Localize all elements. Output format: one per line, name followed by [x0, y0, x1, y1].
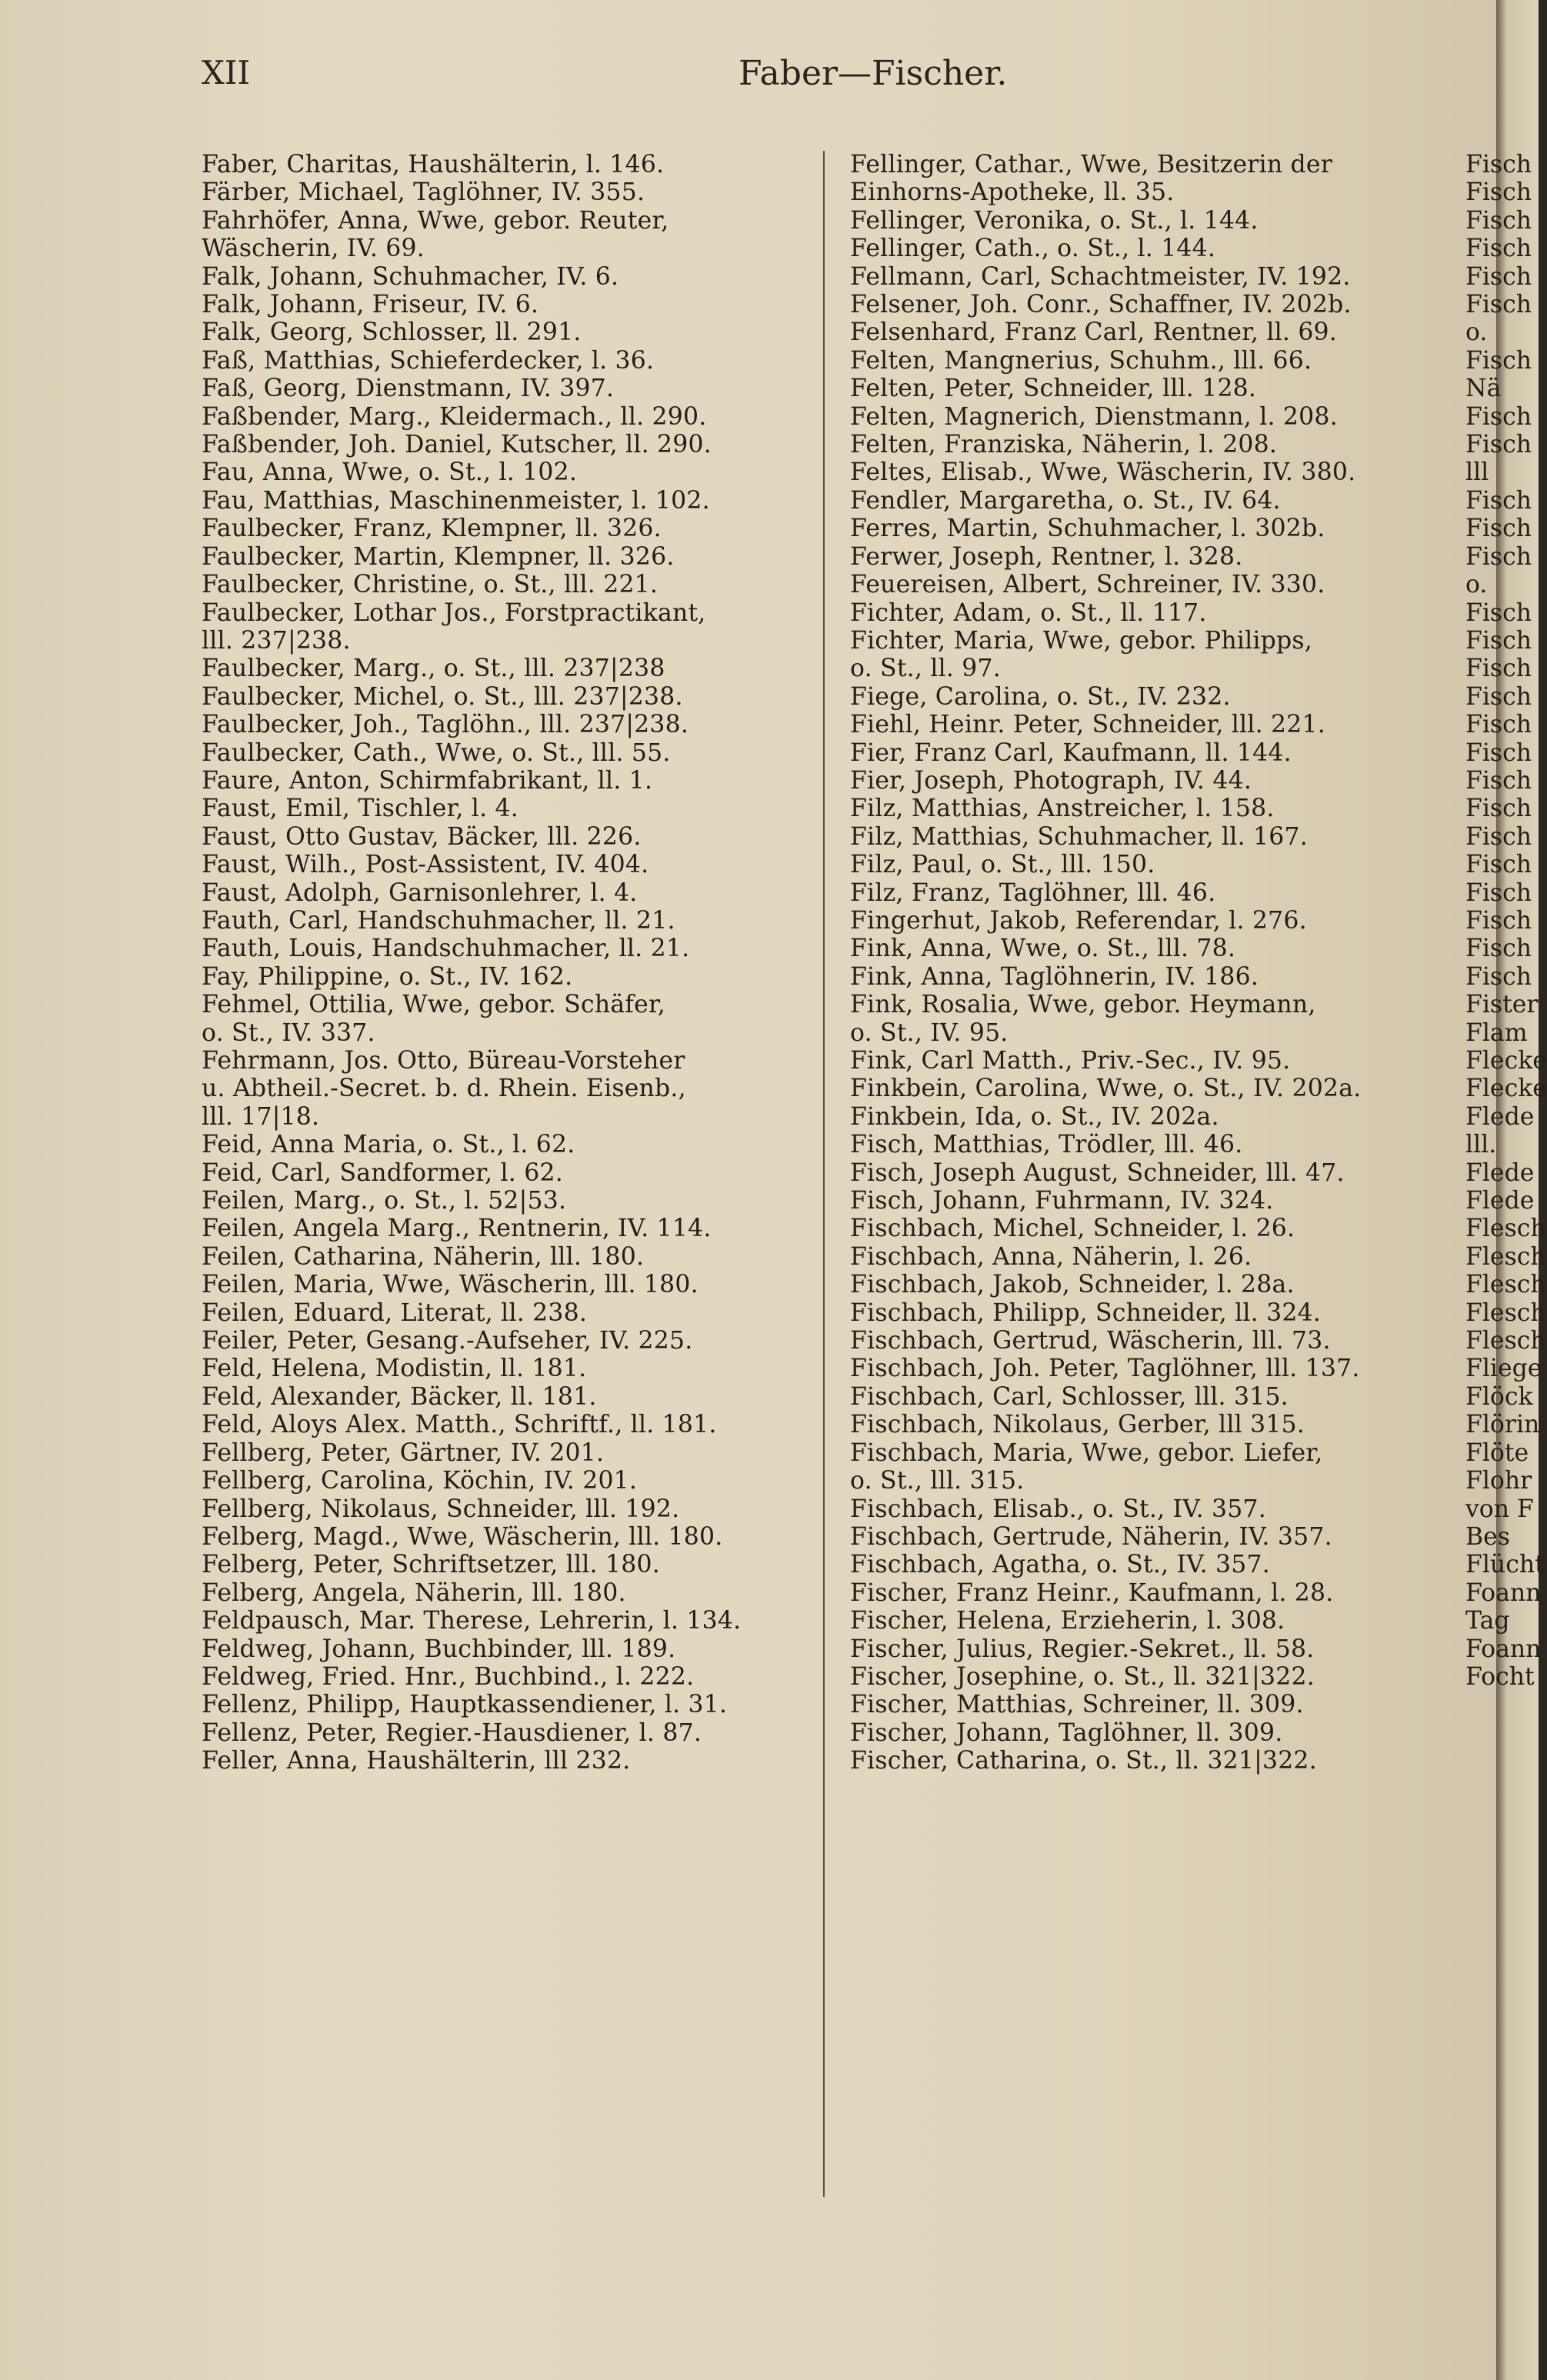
- next-page-fragment: Fisch: [1465, 906, 1532, 935]
- directory-entry: Faust, Otto Gustav, Bäcker, lll. 226.: [202, 822, 642, 851]
- directory-entry: Faßbender, Marg., Kleidermach., ll. 290.: [202, 402, 707, 431]
- directory-entry: Fisch, Joseph August, Schneider, lll. 47.: [850, 1158, 1345, 1187]
- next-page-fragment: Tag: [1465, 1607, 1510, 1635]
- next-page-fragment: von F: [1465, 1495, 1534, 1523]
- next-page-fragment: Fisch: [1465, 738, 1532, 767]
- directory-entry: Fischer, Helena, Erzieherin, l. 308.: [850, 1607, 1285, 1635]
- directory-entry: Fellmann, Carl, Schachtmeister, IV. 192.: [850, 262, 1351, 291]
- directory-entry: Fichter, Adam, o. St., ll. 117.: [850, 598, 1207, 627]
- adjacent-page-fragments: [1465, 151, 1547, 1691]
- directory-entry: Fischbach, Gertrud, Wäscherin, lll. 73.: [850, 1327, 1331, 1355]
- directory-entry: Feldweg, Fried. Hnr., Buchbind., l. 222.: [202, 1662, 695, 1691]
- directory-entry: Fau, Matthias, Maschinenmeister, l. 102.: [202, 486, 710, 515]
- directory-entry: Fischbach, Philipp, Schneider, ll. 324.: [850, 1298, 1322, 1327]
- directory-entry: Ferwer, Joseph, Rentner, l. 328.: [850, 542, 1243, 571]
- next-page-fragment: Fisch: [1465, 346, 1532, 375]
- page-number: XII: [202, 54, 251, 92]
- next-page-fragment: Flörin: [1465, 1411, 1540, 1439]
- directory-entry: Felberg, Magd., Wwe, Wäscherin, lll. 180.: [202, 1522, 723, 1551]
- next-page-fragment: Fisch: [1465, 851, 1532, 879]
- directory-entry: Faulbecker, Christine, o. St., lll. 221.: [202, 571, 658, 599]
- next-page-fragment: Fisch: [1465, 935, 1532, 963]
- directory-entry: Felberg, Angela, Näherin, lll. 180.: [202, 1578, 626, 1607]
- directory-entry: Fauth, Louis, Handschuhmacher, ll. 21.: [202, 935, 690, 963]
- directory-entry: Faulbecker, Cath., Wwe, o. St., lll. 55.: [202, 738, 671, 767]
- next-page-fragment: Fisch: [1465, 682, 1532, 711]
- directory-entry: o. St., IV. 95.: [850, 1018, 1009, 1047]
- directory-entry: Faulbecker, Martin, Klempner, ll. 326.: [202, 542, 675, 571]
- next-page-fragment: Fisch: [1465, 655, 1532, 683]
- directory-entry: lll. 237|238.: [202, 626, 351, 655]
- next-page-fragment: Flesch: [1465, 1271, 1546, 1299]
- directory-entry: Fellberg, Carolina, Köchin, IV. 201.: [202, 1467, 638, 1495]
- directory-entry: Finkbein, Carolina, Wwe, o. St., IV. 202a.: [850, 1075, 1362, 1103]
- directory-entry: Faber, Charitas, Haushälterin, l. 146.: [202, 151, 665, 178]
- directory-entry: Feilen, Eduard, Literat, ll. 238.: [202, 1298, 588, 1327]
- directory-entry: Feld, Aloys Alex. Matth., Schriftf., ll. 181.: [202, 1411, 717, 1439]
- directory-entry: o. St., ll. 97.: [850, 655, 1001, 683]
- directory-entry: Fischbach, Jakob, Schneider, l. 28a.: [850, 1271, 1295, 1299]
- directory-entry: Fink, Carl Matth., Priv.-Sec., IV. 95.: [850, 1047, 1291, 1075]
- directory-entry: Fay, Philippine, o. St., IV. 162.: [202, 962, 573, 991]
- next-page-fragment: o.: [1465, 571, 1488, 599]
- directory-entry: Feilen, Marg., o. St., l. 52|53.: [202, 1187, 567, 1215]
- next-page-fragment: Flöck: [1465, 1382, 1533, 1411]
- directory-entry: Fischbach, Gertrude, Näherin, IV. 357.: [850, 1522, 1332, 1551]
- right-column: [850, 151, 1465, 1775]
- next-page-fragment: Fliege: [1465, 1355, 1542, 1383]
- next-page-fragment: Flesch: [1465, 1327, 1546, 1355]
- directory-entry: u. Abtheil.-Secret. b. d. Rhein. Eisenb.,: [202, 1075, 686, 1103]
- directory-entry: Fellinger, Veronika, o. St., l. 144.: [850, 206, 1259, 235]
- directory-entry: Fischbach, Carl, Schlosser, lll. 315.: [850, 1382, 1289, 1411]
- directory-entry: Felten, Mangnerius, Schuhm., lll. 66.: [850, 346, 1312, 375]
- next-page-fragment: Fisch: [1465, 822, 1532, 851]
- directory-entry: Feldpausch, Mar. Therese, Lehrerin, l. 134.: [202, 1607, 742, 1635]
- directory-entry: Felsener, Joh. Conr., Schaffner, IV. 202b.: [850, 291, 1352, 319]
- directory-entry: Fier, Franz Carl, Kaufmann, ll. 144.: [850, 738, 1292, 767]
- next-page-fragment: Fisch: [1465, 711, 1532, 739]
- directory-entry: Fischer, Josephine, o. St., ll. 321|322.: [850, 1662, 1315, 1691]
- next-page-fragment: Fisch: [1465, 178, 1532, 207]
- directory-entry: Fischbach, Anna, Näherin, l. 26.: [850, 1242, 1252, 1271]
- directory-entry: Feld, Helena, Modistin, ll. 181.: [202, 1355, 587, 1383]
- directory-entry: o. St., lll. 315.: [850, 1467, 1025, 1495]
- directory-entry: Fau, Anna, Wwe, o. St., l. 102.: [202, 458, 578, 487]
- directory-entry: Fischbach, Nikolaus, Gerber, lll 315.: [850, 1411, 1305, 1439]
- directory-entry: Fischbach, Joh. Peter, Taglöhner, lll. 137.: [850, 1355, 1360, 1383]
- directory-entry: Faure, Anton, Schirmfabrikant, ll. 1.: [202, 766, 653, 795]
- directory-entry: Wäscherin, IV. 69.: [202, 235, 425, 263]
- directory-entry: Ferres, Martin, Schuhmacher, l. 302b.: [850, 515, 1325, 543]
- directory-entry: Faulbecker, Franz, Klempner, ll. 326.: [202, 515, 662, 543]
- directory-entry: Feldweg, Johann, Buchbinder, lll. 189.: [202, 1635, 676, 1663]
- directory-entry: Fink, Anna, Taglöhnerin, IV. 186.: [850, 962, 1259, 991]
- directory-entry: Feiler, Peter, Gesang.-Aufseher, IV. 225.: [202, 1327, 693, 1355]
- directory-entry: Feller, Anna, Haushälterin, lll 232.: [202, 1747, 631, 1775]
- directory-entry: Fischer, Julius, Regier.-Sekret., ll. 58.: [850, 1635, 1315, 1663]
- directory-entry: Fellberg, Nikolaus, Schneider, lll. 192.: [202, 1495, 680, 1523]
- next-page-fragment: Fisch: [1465, 291, 1532, 319]
- directory-entry: Fendler, Margaretha, o. St., IV. 64.: [850, 486, 1281, 515]
- next-page-fragment: Flecke: [1465, 1047, 1547, 1075]
- directory-entry: Fisch, Johann, Fuhrmann, IV. 324.: [850, 1187, 1274, 1215]
- directory-entry: Finkbein, Ida, o. St., IV. 202a.: [850, 1102, 1219, 1131]
- column-divider: [823, 151, 825, 2197]
- directory-entry: Fischer, Johann, Taglöhner, ll. 309.: [850, 1718, 1283, 1747]
- directory-entry: Fellenz, Philipp, Hauptkassendiener, l. 31.: [202, 1691, 728, 1719]
- directory-entry: Feuereisen, Albert, Schreiner, IV. 330.: [850, 571, 1325, 599]
- directory-entry: Filz, Franz, Taglöhner, lll. 46.: [850, 878, 1216, 907]
- directory-entry: Fiehl, Heinr. Peter, Schneider, lll. 221.: [850, 711, 1325, 739]
- directory-entry: Fehrmann, Jos. Otto, Büreau-Vorsteher: [202, 1047, 685, 1075]
- next-page-fragment: Flohr: [1465, 1467, 1532, 1495]
- running-title: Faber—Fischer.: [738, 54, 1008, 93]
- directory-entry: Faust, Wilh., Post-Assistent, IV. 404.: [202, 851, 649, 879]
- next-page-fragment: Fisch: [1465, 431, 1532, 459]
- directory-entry: Felten, Peter, Schneider, lll. 128.: [850, 375, 1257, 403]
- directory-entry: Faß, Matthias, Schieferdecker, l. 36.: [202, 346, 655, 375]
- next-page-fragment: o.: [1465, 318, 1488, 347]
- directory-entry: Fellinger, Cathar., Wwe, Besitzerin der: [850, 151, 1332, 178]
- next-page-fragment: Fisch: [1465, 962, 1532, 991]
- directory-entry: Felten, Magnerich, Dienstmann, l. 208.: [850, 402, 1338, 431]
- directory-entry: Faulbecker, Marg., o. St., lll. 237|238: [202, 655, 665, 683]
- directory-entry: Faust, Adolph, Garnisonlehrer, l. 4.: [202, 878, 638, 907]
- directory-entry: Filz, Matthias, Anstreicher, l. 158.: [850, 795, 1275, 823]
- directory-entry: Felten, Franziska, Näherin, l. 208.: [850, 431, 1278, 459]
- directory-entry: Fellinger, Cath., o. St., l. 144.: [850, 235, 1216, 263]
- directory-entry: Feid, Anna Maria, o. St., l. 62.: [202, 1131, 575, 1159]
- directory-entry: Fischbach, Maria, Wwe, gebor. Liefer,: [850, 1438, 1323, 1467]
- directory-entry: Fischbach, Agatha, o. St., IV. 357.: [850, 1551, 1270, 1579]
- next-page-fragment: Fisch: [1465, 795, 1532, 823]
- directory-entry: Faulbecker, Lothar Jos., Forstpractikant,: [202, 598, 706, 627]
- next-page-fragment: Flede: [1465, 1158, 1535, 1187]
- directory-entry: Felsenhard, Franz Carl, Rentner, ll. 69.: [850, 318, 1338, 347]
- next-page-fragment: Flesch: [1465, 1298, 1546, 1327]
- directory-entry: Filz, Paul, o. St., lll. 150.: [850, 851, 1155, 879]
- directory-entry: Feilen, Angela Marg., Rentnerin, IV. 114.: [202, 1215, 712, 1243]
- next-page-fragment: lll: [1465, 458, 1489, 487]
- next-page-fragment: Flesch: [1465, 1242, 1546, 1271]
- directory-entry: Färber, Michael, Taglöhner, IV. 355.: [202, 178, 645, 207]
- directory-entry: Fischer, Matthias, Schreiner, ll. 309.: [850, 1691, 1304, 1719]
- next-page-fragment: Flede: [1465, 1187, 1535, 1215]
- directory-entry: Fichter, Maria, Wwe, gebor. Philipps,: [850, 626, 1312, 655]
- directory-entry: Fellberg, Peter, Gärtner, IV. 201.: [202, 1438, 605, 1467]
- next-page-fragment: Fisch: [1465, 598, 1532, 627]
- directory-entry: Feilen, Catharina, Näherin, lll. 180.: [202, 1242, 645, 1271]
- directory-entry: Fisch, Matthias, Trödler, lll. 46.: [850, 1131, 1243, 1159]
- directory-entry: Faß, Georg, Dienstmann, IV. 397.: [202, 375, 615, 403]
- directory-entry: Felberg, Peter, Schriftsetzer, lll. 180.: [202, 1551, 660, 1579]
- directory-entry: Fehmel, Ottilia, Wwe, gebor. Schäfer,: [202, 991, 666, 1019]
- directory-entry: Fischbach, Michel, Schneider, l. 26.: [850, 1215, 1295, 1243]
- next-page-fragment: Flücht: [1465, 1551, 1545, 1579]
- directory-entry: Falk, Johann, Friseur, IV. 6.: [202, 291, 539, 319]
- next-page-fragment: Fisch: [1465, 878, 1532, 907]
- next-page-fragment: lll.: [1465, 1131, 1497, 1159]
- directory-entry: Feld, Alexander, Bäcker, ll. 181.: [202, 1382, 597, 1411]
- next-page-fragment: Fisch: [1465, 262, 1532, 291]
- next-page-fragment: Flöte: [1465, 1438, 1529, 1467]
- next-page-fragment: Fisch: [1465, 206, 1532, 235]
- directory-entry: Fink, Anna, Wwe, o. St., lll. 78.: [850, 935, 1236, 963]
- next-page-fragment: Nä: [1465, 375, 1502, 403]
- next-page-fragment: Foann: [1465, 1578, 1542, 1607]
- next-page-fragment: Flesch: [1465, 1215, 1546, 1243]
- next-page-fragment: Fisch: [1465, 402, 1532, 431]
- directory-entry: Fahrhöfer, Anna, Wwe, gebor. Reuter,: [202, 206, 669, 235]
- directory-entry: Fiege, Carolina, o. St., IV. 232.: [850, 682, 1231, 711]
- next-page-fragment: Fisch: [1465, 486, 1532, 515]
- next-page-fragment: Flecke: [1465, 1075, 1547, 1103]
- next-page-fragment: Fisch: [1465, 766, 1532, 795]
- next-page-fragment: Fisch: [1465, 235, 1532, 263]
- next-page-fragment: Fisch: [1465, 626, 1532, 655]
- directory-entry: Einhorns-Apotheke, ll. 35.: [850, 178, 1175, 207]
- directory-entry: Faulbecker, Joh., Taglöhn., lll. 237|238.: [202, 711, 689, 739]
- directory-entry: Faulbecker, Michel, o. St., lll. 237|238.: [202, 682, 683, 711]
- directory-entry: Fingerhut, Jakob, Referendar, l. 276.: [850, 906, 1307, 935]
- left-column: [202, 151, 817, 1775]
- next-page-fragment: Fisch: [1465, 542, 1532, 571]
- page-header: [0, 54, 1496, 108]
- directory-entry: Feid, Carl, Sandformer, l. 62.: [202, 1158, 563, 1187]
- directory-entry: o. St., IV. 337.: [202, 1018, 375, 1047]
- directory-entry: Fischer, Catharina, o. St., ll. 321|322.: [850, 1747, 1317, 1775]
- next-page-fragment: Fisch: [1465, 515, 1532, 543]
- directory-entry: Feltes, Elisab., Wwe, Wäscherin, IV. 380.: [850, 458, 1356, 487]
- directory-entry: Faust, Emil, Tischler, l. 4.: [202, 795, 518, 823]
- next-page-fragment: Fister: [1465, 991, 1539, 1019]
- directory-entry: Feilen, Maria, Wwe, Wäscherin, lll. 180.: [202, 1271, 698, 1299]
- next-page-fragment: Foann: [1465, 1635, 1542, 1663]
- directory-entry: Falk, Johann, Schuhmacher, IV. 6.: [202, 262, 619, 291]
- next-page-fragment: Flede: [1465, 1102, 1535, 1131]
- directory-entry: Fellenz, Peter, Regier.-Hausdiener, l. 87.: [202, 1718, 702, 1747]
- next-page-fragment: Flam: [1465, 1018, 1528, 1047]
- next-page-fragment: Bes: [1465, 1522, 1510, 1551]
- directory-entry: Falk, Georg, Schlosser, ll. 291.: [202, 318, 582, 347]
- next-page-fragment: Focht: [1465, 1662, 1535, 1691]
- directory-entry: Fink, Rosalia, Wwe, gebor. Heymann,: [850, 991, 1316, 1019]
- directory-entry: Fier, Joseph, Photograph, IV. 44.: [850, 766, 1252, 795]
- directory-entry: Fauth, Carl, Handschuhmacher, ll. 21.: [202, 906, 675, 935]
- directory-entry: Fischer, Franz Heinr., Kaufmann, l. 28.: [850, 1578, 1334, 1607]
- next-page-fragment: Fisch: [1465, 151, 1532, 178]
- directory-entry: Filz, Matthias, Schuhmacher, ll. 167.: [850, 822, 1308, 851]
- directory-entry: lll. 17|18.: [202, 1102, 320, 1131]
- directory-entry: Fischbach, Elisab., o. St., IV. 357.: [850, 1495, 1266, 1523]
- directory-entry: Faßbender, Joh. Daniel, Kutscher, ll. 290.: [202, 431, 712, 459]
